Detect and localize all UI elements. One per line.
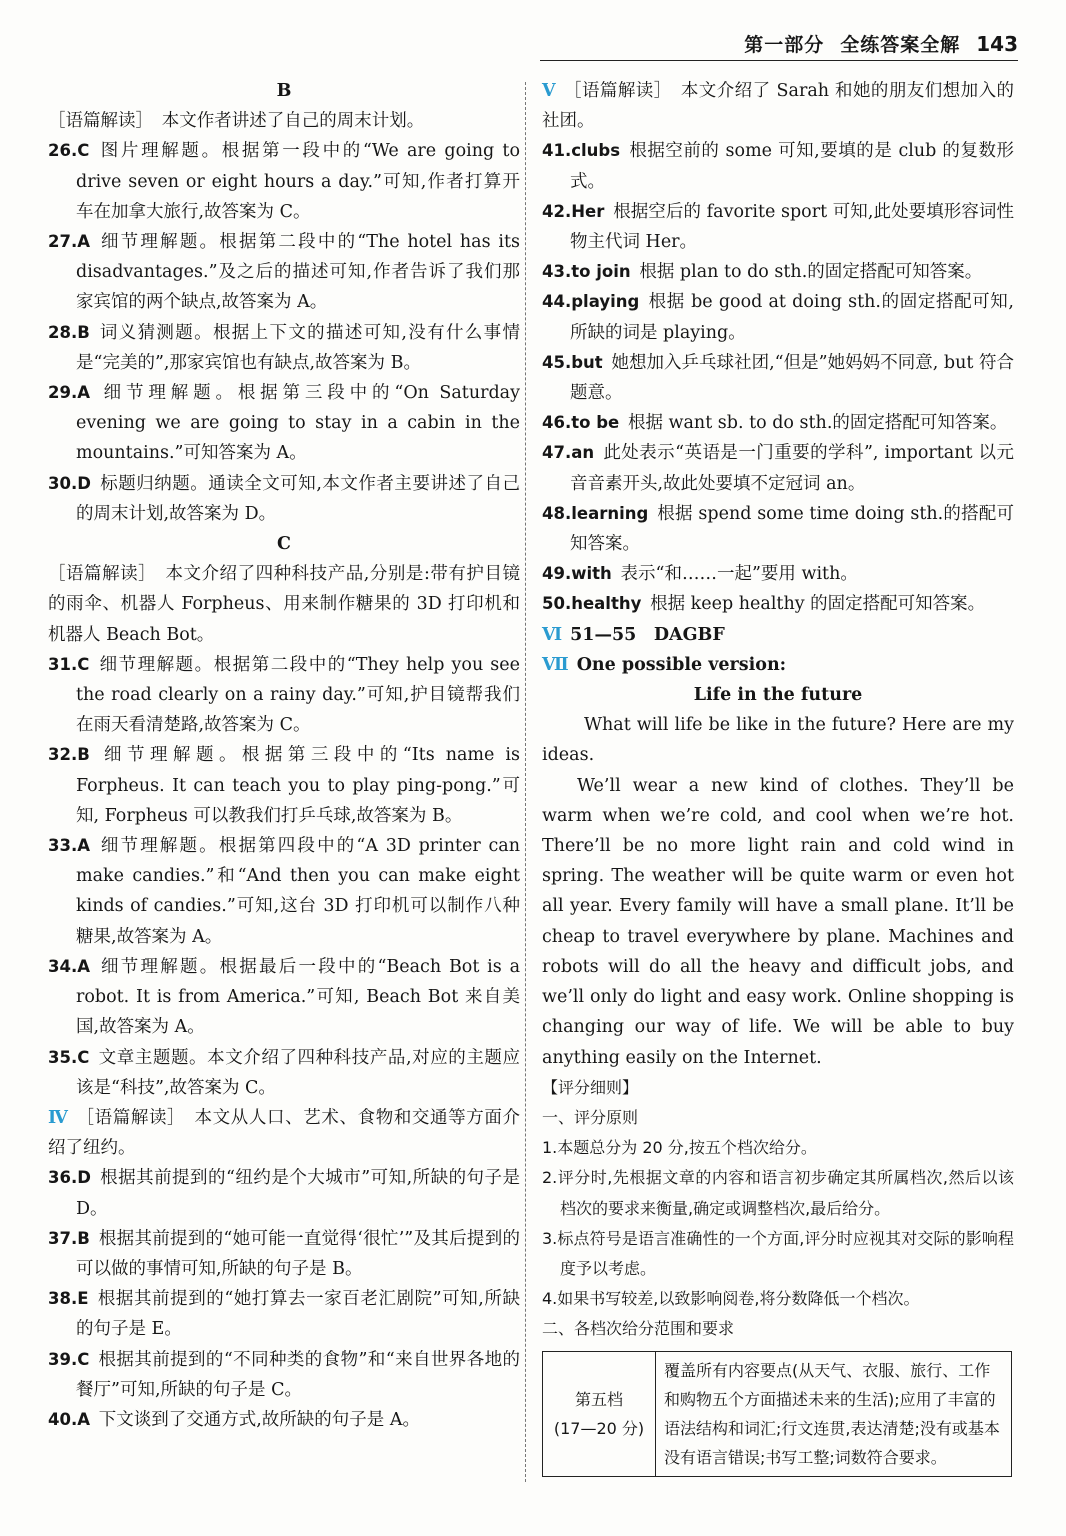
section-c-intro: ［语篇解读］ 本文介绍了四种科技产品,分别是:带有护目镜的雨伞、机器人 Forpheus、用来制作糖果的 3D 打印机和机器人 Beach Bot。 <box>48 564 520 645</box>
section-v-intro <box>542 76 1014 136</box>
scoring-rule: 2.评分时,先根据文章的内容和语言初步确定其所属档次,然后以该档次的要求来衡量,确定或调整档次,最后给分。 <box>542 1168 1014 1218</box>
answer-number: 29.A <box>48 383 90 403</box>
grade-level: 第五档 <box>574 1389 623 1409</box>
answer-number: 45.but <box>542 352 603 372</box>
grade-table <box>542 1351 1012 1477</box>
answer-explanation: 根据 spend some time doing sth.的搭配可知答案。 <box>570 503 1014 555</box>
scoring-section-1: 一、评分原则 <box>542 1107 639 1127</box>
answer-number: 50.healthy <box>542 594 642 614</box>
answer-number: 46.to be <box>542 413 620 433</box>
section-iv-answers <box>48 1163 520 1435</box>
section-v-intro-text: ［语篇解读］ 本文介绍了 Sarah 和她的朋友们想加入的社团。 <box>542 81 1015 132</box>
answer-explanation: 细节理解题。根据第四段中的“A 3D printer can make candies.”和“And then you can make eight kinds of candies.”可知,这台 3D 打印机可以制作八种糖果,故答案为 A。 <box>76 836 520 947</box>
page-header <box>744 30 1018 57</box>
answer-number: 30.D <box>48 473 91 493</box>
answer-item <box>48 469 520 529</box>
answer-explanation: 根据空后的 favorite sport 可知,此处要填形容词性物主代词 Her。 <box>570 201 1014 253</box>
answer-explanation: 根据 want sb. to do sth.的固定搭配可知答案。 <box>627 413 1008 434</box>
section-v-answers <box>542 136 1014 619</box>
answer-number: 47.an <box>542 443 595 463</box>
scoring-rules <box>542 1133 1014 1314</box>
answer-item <box>48 1345 520 1405</box>
answer-explanation: 词义猜测题。根据上下文的描述可知,没有什么事情是“完美的”,那家宾馆也有缺点,故答案为 B。 <box>76 322 520 373</box>
essay-paragraph-1: What will life be like in the future? Here are my ideas. <box>542 715 1014 766</box>
answer-number: 44.playing <box>542 292 640 312</box>
essay-title: Life in the future <box>693 685 863 706</box>
answer-explanation: 细节理解题。根据第二段中的“The hotel has its disadvantages.”及之后的描述可知,作者告诉了我们那家宾馆的两个缺点,故答案为 A。 <box>76 232 520 313</box>
answer-number: 38.E <box>48 1289 89 1309</box>
answer-number: 39.C <box>48 1349 90 1369</box>
answer-explanation: 细节理解题。根据第二段中的“They help you see the road clearly on a rainy day.”可知,护目镜帮我们在雨天看清楚路,故答案为 C。 <box>76 654 520 736</box>
answer-explanation: 表示“和……一起”要用 with。 <box>620 564 858 585</box>
grade-description: 覆盖所有内容要点(从天气、衣服、旅行、工作和购物五个方面描述未来的生活);应用了丰富的语法结构和词汇;行文连贯,表达清楚;没有或基本没有语言错误;书写工整;词数符合要求。 <box>656 1351 1012 1476</box>
answer-item <box>542 348 1014 408</box>
answer-explanation: 细节理解题。根据最后一段中的“Beach Bot is a robot. It is from America.”可知, Beach Bot 来自美国,故答案为 A。 <box>76 956 520 1038</box>
answer-explanation: 根据其前提到的“她可能一直觉得‘很忙’”及其后提到的可以做的事情可知,所缺的句子是 B。 <box>76 1228 520 1279</box>
answer-explanation: 根据其前提到的“她打算去一家百老汇剧院”可知,所缺的句子是 E。 <box>76 1289 520 1340</box>
section-vi-mark: Ⅵ <box>542 624 563 645</box>
answer-number: 28.B <box>48 322 90 342</box>
answer-item <box>542 257 1014 287</box>
answer-number: 41.clubs <box>542 141 621 161</box>
answer-number: 31.C <box>48 654 90 674</box>
answer-explanation: 根据 keep healthy 的固定搭配可知答案。 <box>650 594 986 615</box>
answer-explanation: 根据其前提到的“不同种类的食物”和“来自世界各地的餐厅”可知,所缺的句子是 C。 <box>76 1349 520 1400</box>
answer-number: 32.B <box>48 745 90 765</box>
section-vi <box>542 620 1014 650</box>
grade-range: (17—20 分) <box>553 1418 645 1438</box>
section-vii-mark: Ⅶ <box>542 654 569 675</box>
essay-paragraph-2: We’ll wear a new kind of clothes. They’ll be warm when we’re cold, and cool when we’re hot. There’ll be no more light rain and cold wind in spring. The weather will be quite warm or even hot all year. Every family will have a small plane. It’ll be cheap to travel everywhere by plane. Machines and robots will do all the heavy and difficult jobs, and we’ll only do light and easy work. Online shopping is changing our way of life. We will be able to buy anything easily on the Internet. <box>542 775 1014 1068</box>
page-number: 143 <box>976 32 1018 56</box>
header-rule <box>540 60 1018 61</box>
answer-item <box>542 136 1014 196</box>
answer-explanation: 此处表示“英语是一门重要的学科”, important 以元音音素开头,故此处要填不定冠词 an。 <box>570 443 1014 494</box>
section-c-heading: C <box>277 534 291 555</box>
answer-item <box>48 227 520 318</box>
answer-number: 37.B <box>48 1228 90 1248</box>
answer-number: 40.A <box>48 1409 90 1429</box>
answer-item <box>542 287 1014 347</box>
answer-explanation: 文章主题题。本文介绍了四种科技产品,对应的主题应该是“科技”,故答案为 C。 <box>76 1047 520 1098</box>
answer-item <box>48 831 520 952</box>
header-book: 全练答案全解 <box>840 34 961 56</box>
left-column <box>48 76 520 1435</box>
answer-item <box>48 1405 520 1435</box>
answer-item <box>48 1043 520 1103</box>
answer-number: 49.with <box>542 564 612 584</box>
section-b-intro: ［语篇解读］ 本文作者讲述了自己的周末计划。 <box>48 111 425 132</box>
scoring-rule: 4.如果书写较差,以致影响阅卷,将分数降低一个档次。 <box>542 1289 920 1309</box>
answer-item <box>542 589 1014 619</box>
answer-number: 42.Her <box>542 201 605 221</box>
answer-item <box>542 438 1014 498</box>
answer-explanation: 下文谈到了交通方式,故所缺的句子是 A。 <box>98 1409 421 1430</box>
answer-number: 26.C <box>48 141 90 161</box>
answer-number: 36.D <box>48 1168 91 1188</box>
answer-item <box>542 408 1014 438</box>
answer-number: 34.A <box>48 956 90 976</box>
answer-item <box>48 1284 520 1344</box>
answer-number: 27.A <box>48 232 90 252</box>
column-divider <box>525 82 526 1482</box>
grade-level-cell <box>543 1351 656 1476</box>
section-iv-intro <box>48 1103 520 1163</box>
answer-item <box>48 136 520 227</box>
answer-item <box>542 499 1014 559</box>
scoring-section-2: 二、各档次给分范围和要求 <box>542 1319 735 1339</box>
answer-explanation: 根据其前提到的“纽约是个大城市”可知,所缺的句子是 D。 <box>76 1168 520 1219</box>
section-iv-intro-text: ［语篇解读］ 本文从人口、艺术、食物和交通等方面介绍了纽约。 <box>48 1107 521 1159</box>
section-b-answers <box>48 136 520 529</box>
scoring-rule: 3.标点符号是语言准确性的一个方面,评分时应视其对交际的影响程度予以考虑。 <box>542 1228 1014 1278</box>
answer-explanation: 细节理解题。根据第三段中的“Its name is Forpheus. It can teach you to play ping-pong.”可知, Forpheus 可以教我们打乒乓球,故答案为 B。 <box>76 745 520 826</box>
section-b-heading: B <box>276 81 292 101</box>
section-vii-label: One possible version: <box>576 654 787 675</box>
answer-item <box>48 1163 520 1223</box>
answer-number: 33.A <box>48 836 90 856</box>
scoring-rule: 1.本题总分为 20 分,按五个档次给分。 <box>542 1138 817 1158</box>
header-part: 第一部分 <box>744 34 825 56</box>
answer-explanation: 图片理解题。根据第一段中的“We are going to drive seven or eight hours a day.”可知,作者打算开车在加拿大旅行,故答案为 C。 <box>76 141 520 222</box>
scoring-heading: 【评分细则】 <box>542 1077 639 1097</box>
answer-item <box>48 740 520 831</box>
section-c-answers <box>48 650 520 1103</box>
right-column <box>542 76 1014 1477</box>
answer-item <box>48 318 520 378</box>
section-vi-answers: 51—55 DAGBF <box>570 624 725 645</box>
answer-number: 35.C <box>48 1047 90 1067</box>
answer-explanation: 细节理解题。根据第三段中的“On Saturday evening we are going to stay in a cabin in the mountains.”可知答案为 A。 <box>76 383 520 464</box>
answer-item <box>542 559 1014 589</box>
answer-explanation: 根据 be good at doing sth.的固定搭配可知,所缺的词是 playing。 <box>570 292 1014 343</box>
section-iv-mark: Ⅳ <box>48 1107 69 1128</box>
answer-explanation: 她想加入乒乓球社团,“但是”她妈妈不同意, but 符合题意。 <box>570 352 1014 404</box>
answer-number: 48.learning <box>542 503 649 523</box>
answer-item <box>48 650 520 741</box>
answer-item <box>542 197 1014 257</box>
answer-number: 43.to join <box>542 262 631 282</box>
grade-row <box>543 1351 1012 1476</box>
answer-item <box>48 378 520 469</box>
answer-item <box>48 952 520 1043</box>
section-v-mark: Ⅴ <box>542 81 557 101</box>
answer-explanation: 根据 plan to do sth.的固定搭配可知答案。 <box>639 262 983 283</box>
answer-explanation: 标题归纳题。通读全文可知,本文作者主要讲述了自己的周末计划,故答案为 D。 <box>76 473 520 524</box>
answer-explanation: 根据空前的 some 可知,要填的是 club 的复数形式。 <box>570 141 1014 192</box>
section-vii <box>542 650 1014 680</box>
answer-item <box>48 1224 520 1284</box>
